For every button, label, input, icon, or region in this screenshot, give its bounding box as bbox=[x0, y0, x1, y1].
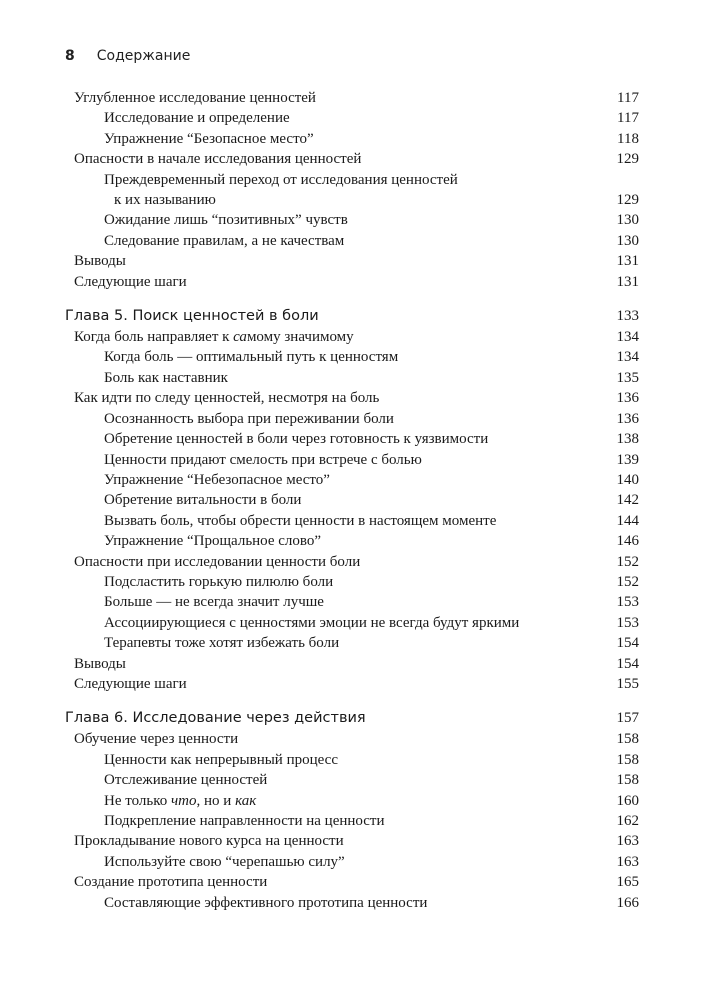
toc-subsection-entry bbox=[0, 470, 703, 490]
toc-section-entry bbox=[0, 729, 703, 749]
toc-title-text: Ассоциирующиеся с ценностями эмоции не всегда будут яркими bbox=[104, 614, 520, 631]
toc-title-text: Исследование и определение bbox=[104, 110, 290, 127]
toc-section-entry bbox=[0, 654, 703, 674]
toc-title-text: Терапевты тоже хотят избежать боли bbox=[104, 635, 340, 652]
toc-page-number: 131 bbox=[616, 273, 639, 290]
toc-title-text: Составляющие эффективного прототипа ценности bbox=[104, 894, 428, 911]
toc-title-emphasis: са bbox=[233, 329, 247, 346]
toc-title-emphasis: что bbox=[171, 792, 197, 809]
toc-title-text: Глава 6. Исследование через действия bbox=[65, 710, 366, 727]
toc-section-entry bbox=[0, 251, 703, 271]
toc-title-text: Выводы bbox=[74, 655, 126, 672]
toc-subsection-entry bbox=[0, 429, 703, 449]
toc-title-text: , но и bbox=[196, 792, 236, 809]
toc-page-number: 163 bbox=[616, 853, 639, 870]
toc-title-text: Следующие шаги bbox=[74, 273, 187, 290]
toc-page-number: 155 bbox=[616, 675, 639, 692]
toc-page-number: 130 bbox=[616, 232, 639, 249]
toc-page-number: 154 bbox=[616, 635, 639, 652]
toc-subsection-entry bbox=[0, 231, 703, 251]
toc-title-text: Когда боль — оптимальный путь к ценностям bbox=[104, 349, 399, 366]
toc-page-number: 140 bbox=[616, 471, 639, 488]
toc-page-number: 166 bbox=[616, 894, 639, 911]
toc-title-text: Глава 5. Поиск ценностей в боли bbox=[65, 308, 319, 325]
toc-entry-title bbox=[74, 552, 703, 572]
toc-page-number: 130 bbox=[616, 212, 639, 229]
toc-subsection-entry bbox=[0, 633, 703, 653]
toc-title-text: Боль как наставник bbox=[104, 369, 228, 386]
toc-page-number: 118 bbox=[617, 130, 639, 147]
toc-title-emphasis: как bbox=[235, 792, 257, 809]
toc-subsection-entry bbox=[0, 108, 703, 128]
toc-page-number: 165 bbox=[616, 874, 639, 891]
toc-section-entry bbox=[0, 327, 703, 347]
toc-entry-title-continuation: к их называнию bbox=[114, 192, 216, 209]
toc-title-text: Выводы bbox=[74, 253, 126, 270]
toc-subsection-entry bbox=[0, 511, 703, 531]
toc-page-number: 163 bbox=[616, 833, 639, 850]
toc-title-text: Опасности в начале исследования ценностей bbox=[74, 151, 362, 168]
toc-page-number: 136 bbox=[616, 390, 639, 407]
toc-entry-title bbox=[104, 770, 703, 790]
toc-entry-title bbox=[65, 305, 703, 327]
toc-entry-title bbox=[74, 729, 703, 749]
toc-subsection-entry bbox=[0, 170, 703, 211]
toc-subsection-entry bbox=[0, 613, 703, 633]
toc-title-text: Преждевременный переход от исследования ценностей bbox=[104, 171, 458, 188]
toc-entry-title bbox=[104, 210, 703, 230]
toc-entry-title bbox=[74, 872, 703, 892]
toc-page-number: 157 bbox=[616, 710, 639, 727]
toc-page-number: 153 bbox=[616, 614, 639, 631]
toc-title-text: Ценности придают смелость при встрече с болью bbox=[104, 451, 422, 468]
toc-title-text: Ценности как непрерывный процесс bbox=[104, 751, 338, 768]
toc-entry-title bbox=[104, 633, 703, 653]
toc-section-entry bbox=[0, 552, 703, 572]
toc-page-number: 117 bbox=[617, 90, 639, 106]
toc-entry-title bbox=[104, 511, 703, 531]
toc-section-entry bbox=[0, 872, 703, 892]
toc-subsection-entry bbox=[0, 409, 703, 429]
toc-subsection-entry bbox=[0, 811, 703, 831]
toc-title-text: Прокладывание нового курса на ценности bbox=[74, 833, 344, 850]
toc-title-text: Осознанность выбора при переживании боли bbox=[104, 410, 394, 427]
toc-entry-title bbox=[104, 613, 703, 633]
toc-title-text: Углубленное исследование ценностей bbox=[74, 90, 316, 106]
toc-title-text: Подкрепление направленности на ценности bbox=[104, 813, 385, 829]
toc-page-number: 133 bbox=[616, 308, 639, 325]
toc-title-text: Отслеживание ценностей bbox=[104, 772, 268, 789]
toc-entry-title bbox=[104, 470, 703, 490]
toc-section-entry bbox=[0, 88, 703, 108]
toc-subsection-entry bbox=[0, 490, 703, 510]
toc-subsection-entry bbox=[0, 750, 703, 770]
toc-subsection-entry bbox=[0, 347, 703, 367]
toc-subsection-entry bbox=[0, 852, 703, 872]
toc-title-text: Вызвать боль, чтобы обрести ценности в настоящем моменте bbox=[104, 512, 497, 529]
toc-subsection-entry bbox=[0, 770, 703, 790]
toc-page-number: 138 bbox=[616, 431, 639, 448]
toc-page-number: 154 bbox=[616, 655, 639, 672]
toc-page-number: 158 bbox=[616, 751, 639, 768]
toc-page-number: 135 bbox=[616, 369, 639, 386]
toc-page-number: 142 bbox=[616, 492, 639, 509]
toc-title-text: Не только bbox=[104, 792, 172, 809]
toc-entry-title bbox=[74, 272, 703, 292]
toc-entry-title bbox=[74, 831, 703, 851]
toc-entry-title bbox=[74, 327, 703, 347]
toc-entry-title bbox=[104, 750, 703, 770]
toc-page-number: 152 bbox=[616, 573, 639, 590]
toc-page-number: 129 bbox=[616, 151, 639, 168]
toc-chapter-heading bbox=[0, 707, 703, 729]
toc-subsection-entry bbox=[0, 129, 703, 149]
table-of-contents bbox=[0, 88, 703, 913]
toc-subsection-entry bbox=[0, 572, 703, 592]
toc-entry-title bbox=[74, 674, 703, 694]
toc-subsection-entry bbox=[0, 531, 703, 551]
toc-page-number: 134 bbox=[616, 349, 639, 366]
toc-subsection-entry bbox=[0, 893, 703, 913]
running-title: Содержание bbox=[96, 48, 191, 64]
running-header bbox=[65, 48, 190, 64]
toc-page-number: 162 bbox=[616, 813, 639, 829]
toc-title-text: Больше — не всегда значит лучше bbox=[104, 594, 324, 611]
toc-entry-title bbox=[104, 368, 703, 388]
toc-section-entry bbox=[0, 149, 703, 169]
toc-page-number: 152 bbox=[616, 553, 639, 570]
toc-page-number: 129 bbox=[616, 192, 639, 209]
toc-entry-title bbox=[104, 893, 703, 913]
toc-entry-title bbox=[104, 592, 703, 612]
toc-title-text: Когда боль направляет к bbox=[74, 329, 234, 346]
toc-title-text: Обретение ценностей в боли через готовность к уязвимости bbox=[104, 431, 489, 448]
toc-entry-title bbox=[104, 108, 703, 128]
toc-section-entry bbox=[0, 831, 703, 851]
toc-entry-title bbox=[74, 654, 703, 674]
toc-title-text: Создание прототипа ценности bbox=[74, 874, 268, 891]
toc-page-number: 146 bbox=[616, 533, 639, 550]
toc-entry-title bbox=[104, 129, 703, 149]
toc-page-number: 117 bbox=[617, 110, 639, 127]
toc-title-text: мому значимому bbox=[246, 329, 354, 346]
toc-entry-title bbox=[65, 707, 703, 729]
toc-chapter-heading bbox=[0, 305, 703, 327]
toc-entry-title bbox=[104, 409, 703, 429]
toc-page-number: 153 bbox=[616, 594, 639, 611]
toc-entry-title bbox=[104, 852, 703, 872]
toc-title-text: Упражнение “Безопасное место” bbox=[104, 130, 314, 147]
toc-subsection-entry bbox=[0, 592, 703, 612]
toc-title-text: Подсластить горькую пилюлю боли bbox=[104, 573, 334, 590]
toc-section-entry bbox=[0, 388, 703, 408]
toc-page-number: 131 bbox=[616, 253, 639, 270]
toc-section-entry bbox=[0, 674, 703, 694]
toc-entry-title bbox=[104, 450, 703, 470]
toc-page-number: 160 bbox=[616, 792, 639, 809]
toc-title-text: Используйте свою “черепашью силу” bbox=[104, 853, 345, 870]
toc-page-number: 158 bbox=[616, 731, 639, 748]
toc-entry-title bbox=[74, 251, 703, 271]
toc-entry-title bbox=[104, 811, 703, 831]
toc-page-number: 136 bbox=[616, 410, 639, 427]
toc-page-number: 134 bbox=[616, 329, 639, 346]
toc-page-number: 139 bbox=[616, 451, 639, 468]
toc-title-text: Следование правилам, а не качествам bbox=[104, 232, 345, 249]
toc-title-text: Обретение витальности в боли bbox=[104, 492, 302, 509]
toc-title-text: Ожидание лишь “позитивных” чувств bbox=[104, 212, 348, 229]
toc-entry-title bbox=[104, 490, 703, 510]
page-number: 8 bbox=[65, 48, 75, 64]
toc-section-entry bbox=[0, 272, 703, 292]
toc-title-text: Упражнение “Небезопасное место” bbox=[104, 471, 330, 488]
toc-title-text: Обучение через ценности bbox=[74, 731, 239, 748]
toc-title-text: Как идти по следу ценностей, несмотря на боль bbox=[74, 390, 380, 407]
toc-entry-title bbox=[104, 347, 703, 367]
toc-entry-title bbox=[104, 170, 703, 211]
toc-entry-title bbox=[104, 572, 703, 592]
toc-page-number: 144 bbox=[616, 512, 639, 529]
toc-page-number: 158 bbox=[616, 772, 639, 789]
toc-entry-title bbox=[104, 791, 703, 811]
toc-subsection-entry bbox=[0, 791, 703, 811]
toc-title-text: Следующие шаги bbox=[74, 675, 187, 692]
toc-entry-title bbox=[104, 429, 703, 449]
toc-entry-title bbox=[74, 88, 703, 108]
toc-entry-title bbox=[104, 231, 703, 251]
toc-subsection-entry bbox=[0, 450, 703, 470]
toc-entry-title bbox=[104, 531, 703, 551]
toc-subsection-entry bbox=[0, 368, 703, 388]
toc-entry-title bbox=[74, 149, 703, 169]
toc-entry-title bbox=[74, 388, 703, 408]
toc-title-text: Опасности при исследовании ценности боли bbox=[74, 553, 361, 570]
toc-title-text: Упражнение “Прощальное слово” bbox=[104, 533, 322, 550]
toc-subsection-entry bbox=[0, 210, 703, 230]
